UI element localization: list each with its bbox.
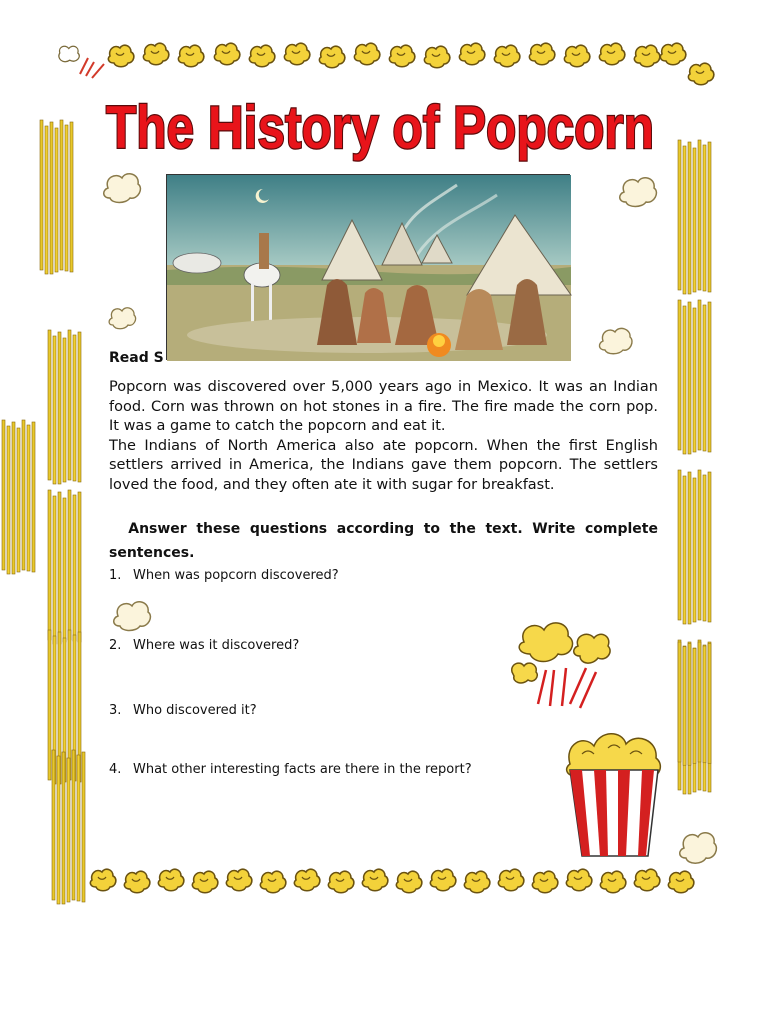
- reading-passage: [109, 378, 658, 496]
- page-title: [100, 86, 660, 166]
- native-camp-illustration: [166, 174, 570, 360]
- border-bottom: [0, 860, 768, 900]
- popcorn-border-top-icon: [0, 0, 768, 90]
- question-3: 3. Who discovered it?: [109, 703, 257, 718]
- page-title-text: The History of Popcorn: [106, 94, 654, 161]
- question-4: 4. What other interesting facts are there in the report?: [109, 762, 472, 777]
- passage-paragraph-2: The Indians of North America also ate popcorn. When the first English settlers arrived in America, the Indians gave them popcorn. The settlers loved the food, and they often ate it with sugar for breakfast.: [109, 437, 658, 493]
- reading-heading: Read S: [109, 350, 164, 366]
- corn-stalks-left-icon: [0, 110, 95, 890]
- border-left: [0, 110, 95, 890]
- popcorn-kernel-icon: [678, 828, 722, 868]
- popcorn-kernel-icon: [618, 174, 662, 210]
- popcorn-border-bottom-icon: [0, 860, 768, 900]
- popcorn-kernel-icon: [598, 325, 636, 357]
- question-1: 1. When was popcorn discovered?: [109, 568, 339, 583]
- popcorn-kernel-icon: [112, 598, 154, 634]
- border-right: [672, 130, 768, 870]
- popcorn-kernel-icon: [102, 170, 146, 206]
- corn-stalks-right-icon: [672, 130, 768, 870]
- instructions-text: Answer these questions according to the text. Write complete sentences.: [109, 521, 658, 561]
- passage-paragraph-1: Popcorn was discovered over 5,000 years ago in Mexico. It was an Indian food. Corn was thrown on hot stones in a fire. The fire made the corn pop. It was a game to catch the popcorn and eat it.: [109, 379, 658, 435]
- popping-corn-icon: [508, 612, 618, 712]
- instructions: [109, 517, 658, 565]
- popcorn-box-icon: [560, 724, 670, 864]
- popcorn-kernel-icon: [108, 305, 138, 331]
- border-top: [0, 0, 768, 90]
- question-2: 2. Where was it discovered?: [109, 638, 300, 653]
